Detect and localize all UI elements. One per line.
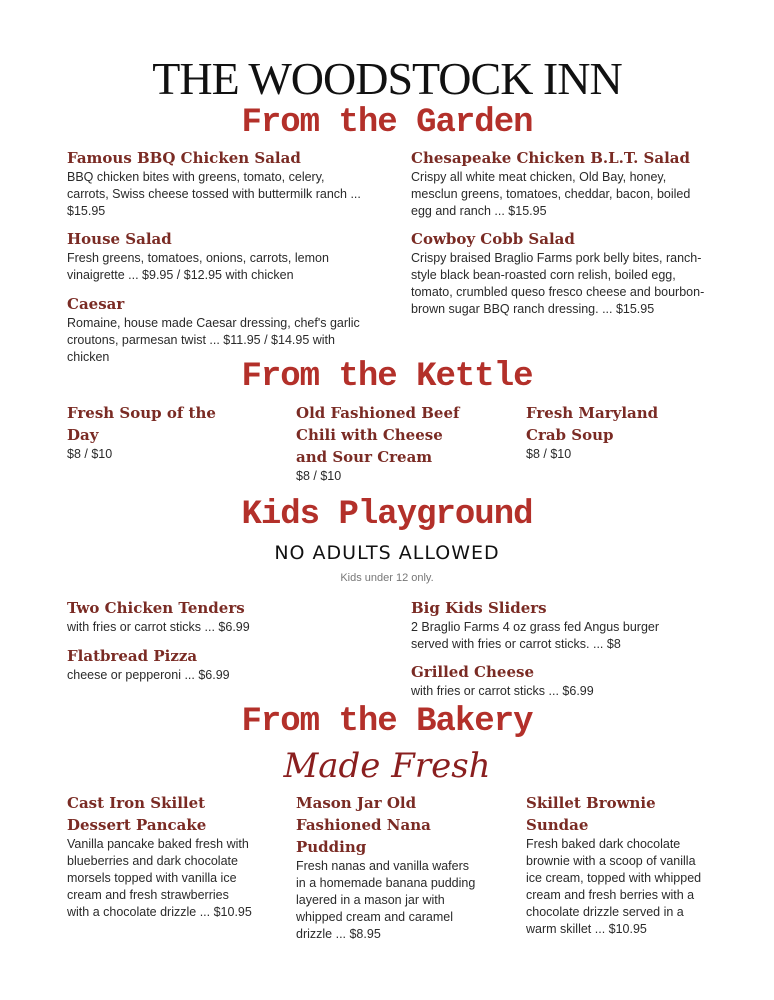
menu-item — [67, 293, 367, 366]
menu-item — [411, 597, 696, 653]
menu-item — [296, 402, 476, 485]
menu-item — [526, 402, 686, 463]
item-desc: $8 / $10 — [296, 469, 342, 483]
item-name: Famous BBQ Chicken Salad — [67, 149, 301, 167]
item-desc: Fresh greens, tomatoes, onions, carrots, lemon vinaigrette ... $9.95 / $12.95 with chicken — [67, 251, 329, 282]
section-heading-bakery: From the Bakery — [241, 703, 533, 741]
item-desc: Fresh nanas and vanilla wafers in a homemade banana pudding layered in a mason jar with whipped cream and caramel drizzle ... $8.95 — [296, 859, 476, 941]
item-name: Fresh Maryland Crab Soup — [526, 404, 659, 444]
item-desc: Crispy all white meat chicken, Old Bay, honey, mesclun greens, tomatoes, cheddar, bacon, boiled egg and ranch ... $15.95 — [411, 170, 691, 218]
item-name: Flatbread Pizza — [67, 647, 198, 665]
item-name: Mason Jar Old Fashioned Nana Pudding — [296, 794, 431, 856]
section-heading-kettle: From the Kettle — [241, 358, 533, 396]
restaurant-title: THE WOODSTOCK INN — [152, 53, 622, 104]
menu-item — [67, 792, 252, 921]
item-desc: with fries or carrot sticks ... $6.99 — [67, 620, 250, 634]
item-name: Cast Iron Skillet Dessert Pancake — [67, 794, 207, 834]
item-desc: Crispy braised Braglio Farms pork belly bites, ranch-style black bean-roasted corn relish, boiled egg, tomato, crumbled queso fresco cheese and bourbon-brown sugar BBQ ranch dressing. ... $15.95 — [411, 251, 705, 316]
item-name: Old Fashioned Beef Chili with Cheese and Sour Cream — [296, 404, 460, 466]
item-desc: Fresh baked dark chocolate brownie with a scoop of vanilla ice cream, topped with whipped cream and fresh berries with a chocolate drizzle served in a warm skillet ... $10.95 — [526, 837, 702, 936]
section-heading-garden: From the Garden — [241, 104, 533, 142]
item-name: Skillet Brownie Sundae — [526, 794, 656, 834]
menu-item — [67, 147, 367, 220]
item-desc: Romaine, house made Caesar dressing, chef's garlic croutons, parmesan twist ... $11.95 / $14.95 with chicken — [67, 316, 360, 364]
menu-item — [67, 597, 367, 636]
item-desc: 2 Braglio Farms 4 oz grass fed Angus burger served with fries or carrot sticks. ... $8 — [411, 620, 660, 651]
item-desc: Vanilla pancake baked fresh with blueberries and dark chocolate morsels topped with vanilla ice cream and fresh strawberries with a chocolate drizzle ... $10.95 — [67, 837, 252, 919]
made-fresh-script: Made Fresh — [283, 746, 491, 786]
menu-item — [411, 228, 711, 318]
item-desc: cheese or pepperoni ... $6.99 — [67, 668, 230, 682]
menu-item — [67, 228, 367, 284]
item-desc: $8 / $10 — [526, 447, 572, 461]
kids-subheading: NO ADULTS ALLOWED — [274, 542, 500, 564]
menu-item — [526, 792, 711, 938]
item-name: Big Kids Sliders — [411, 599, 547, 617]
item-name: House Salad — [67, 230, 172, 248]
section-heading-kids: Kids Playground — [241, 496, 533, 534]
kids-note: Kids under 12 only. — [340, 572, 434, 584]
menu-item — [296, 792, 476, 943]
menu-item — [67, 402, 232, 463]
item-desc: $8 / $10 — [67, 447, 113, 461]
menu-item — [67, 645, 367, 684]
menu-item — [411, 147, 711, 220]
item-desc: BBQ chicken bites with greens, tomato, celery, carrots, Swiss cheese tossed with buttermilk ranch ... $15.95 — [67, 170, 361, 218]
item-name: Cowboy Cobb Salad — [411, 230, 575, 248]
item-desc: with fries or carrot sticks ... $6.99 — [411, 684, 594, 698]
item-name: Chesapeake Chicken B.L.T. Salad — [411, 149, 691, 167]
item-name: Fresh Soup of the Day — [67, 404, 216, 444]
item-name: Caesar — [67, 295, 125, 313]
item-name: Two Chicken Tenders — [67, 599, 245, 617]
menu-item — [411, 661, 711, 700]
item-name: Grilled Cheese — [411, 663, 534, 681]
